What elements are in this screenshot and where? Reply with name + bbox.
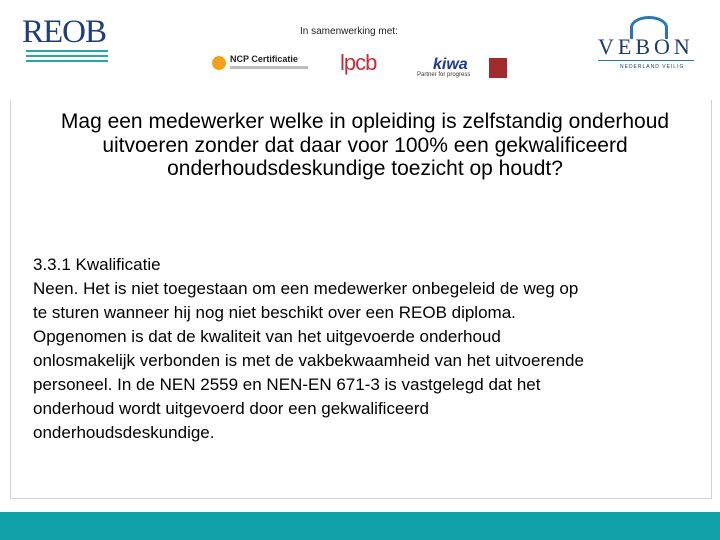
ncp-logo-text: NCP Certificatie (230, 54, 298, 64)
cooperation-label: In samenwerking met: (300, 26, 398, 37)
slide-answer-body (33, 253, 593, 445)
slide-header (0, 0, 720, 100)
reob-logo (22, 14, 112, 64)
vebon-logo-tagline: NEDERLAND VEILIG (620, 64, 685, 70)
reob-logo-text: REOB (22, 14, 107, 50)
reob-logo-lines (26, 50, 108, 65)
footer-bar (0, 512, 720, 540)
ncp-certificatie-logo (212, 52, 312, 78)
vebon-logo-text: VEBON (598, 34, 694, 59)
vebon-logo (590, 14, 702, 78)
ncp-logo-subline (230, 66, 308, 69)
kiwa-logo-text: kiwa (433, 56, 468, 73)
kiwa-logo-tagline: Partner for progress (417, 72, 471, 78)
lpcb-logo: lpcb (340, 50, 377, 75)
kiwa-logo (417, 56, 512, 82)
slide-question-title: Mag een medewerker welke in opleiding is zelfstandig onderhoud uitvoeren zonder dat daar voor 100% een gekwalificeerd onderhoudsdeskundige toezicht op houdt? (60, 110, 670, 180)
vebon-divider (598, 60, 694, 61)
section-heading: 3.3.1 Kwalificatie (33, 255, 161, 274)
kiwa-emblem-icon (489, 58, 507, 78)
ncp-icon (212, 56, 226, 70)
answer-text: Neen. Het is niet toegestaan om een medewerker onbegeleid de weg op te sturen wanneer hij nog niet beschikt over een REOB diploma. Opgenomen is dat de kwaliteit van het uitgevoerde onderhoud onlosmakelijk verbonden is met de vakbekwaamheid van het uitvoerende personeel. In de NEN 2559 en NEN-EN 671-3 is vastgelegd dat het onderhoud wordt uitgevoerd door een gekwalificeerd onderhoudsdeskundige. (33, 279, 584, 442)
